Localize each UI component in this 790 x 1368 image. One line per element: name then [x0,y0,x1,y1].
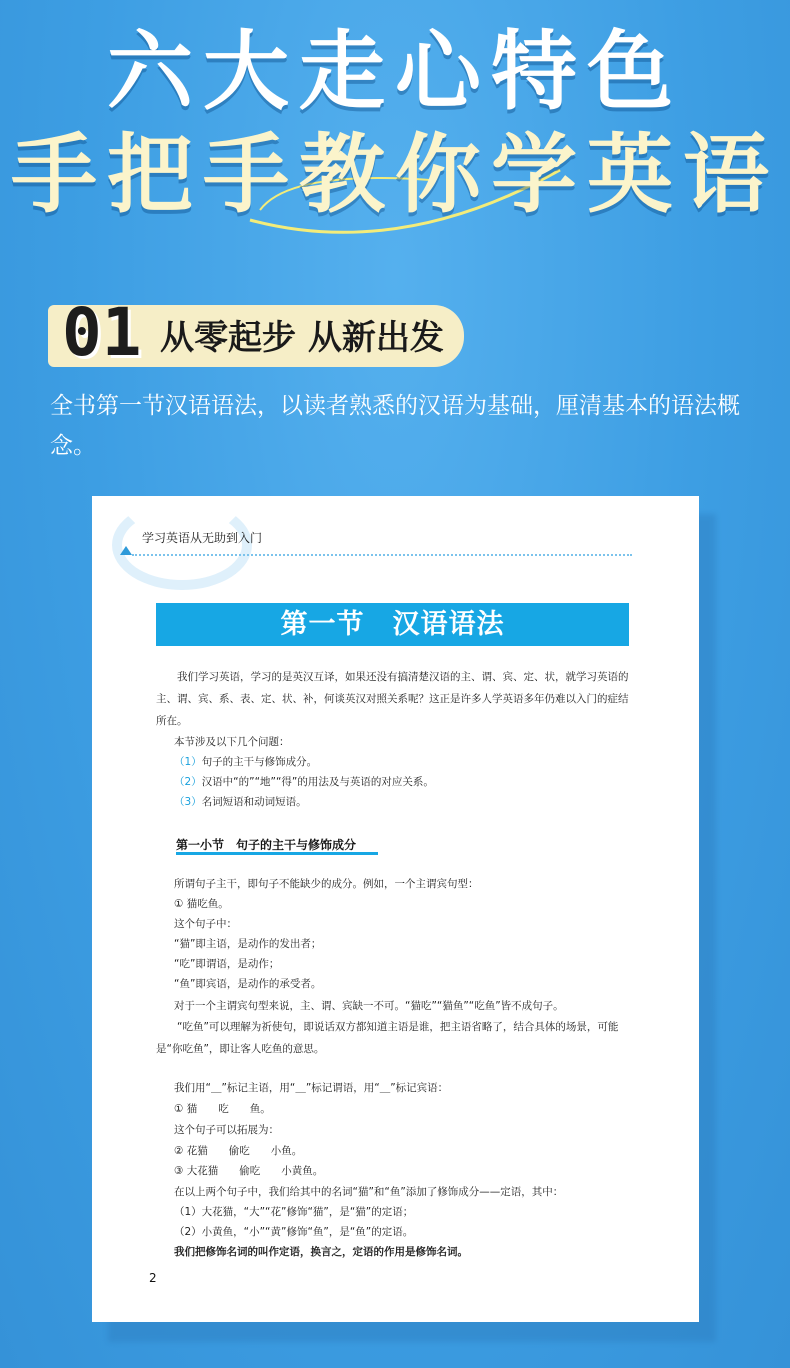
page-number: 2 [149,1271,157,1285]
topic-text: 句子的主干与修饰成分。 [201,756,318,768]
topic-number: （1） [174,756,202,768]
body-line: “猫”即主语，是动作的发出者； [174,938,322,950]
running-header: 学习英语从无助到入门 [142,531,263,545]
feature-number: 01 [62,294,142,371]
section-title: 第一节 汉语语法 [156,603,629,646]
mark-line: （2）小黄鱼，“小”“黄”修饰“鱼”，是“鱼”的定语。 [174,1226,414,1238]
mark-line: 在以上两个句子中，我们给其中的名词“猫”和“鱼”添加了修饰成分——定语，其中： [174,1186,564,1198]
headline-line-1: 六大走心特色 [107,22,683,122]
body-line: 所谓句子主干，即句子不能缺少的成分。例如，一个主谓宾句型： [174,878,479,890]
mark-line: ② 花猫 偷吃 小鱼。 [174,1145,303,1157]
mark-line: ① 猫 吃 鱼。 [174,1103,271,1115]
body-line: “吃”即谓语，是动作； [174,958,280,970]
body-line: 对于一个主谓宾句型来说，主、谓、宾缺一不可。“猫吃”“猫鱼”“吃鱼”皆不成句子。 [174,1000,564,1012]
subsection-underline [176,852,378,855]
intro-paragraph: 我们学习英语，学习的是英汉互译，如果还没有搞清楚汉语的主、谓、宾、定、状，就学习英语的主、谓、宾、系、表、定、状、补，何谈英汉对照关系呢？这正是许多人学英语多年仍难以入门的症结所在。 [156,671,629,727]
topic-number: （3） [174,796,202,808]
body-line: ① 猫吃鱼。 [174,898,229,910]
feature-description: 全书第一节汉语语法，以读者熟悉的汉语为基础，厘清基本的语法概念。 [50,393,740,459]
topic-item [174,752,317,772]
header-divider [132,554,632,556]
mark-line: 这个句子可以拓展为： [174,1124,279,1136]
book-page [92,496,699,1322]
intro-lead: 本节涉及以下几个问题： [174,736,290,748]
topic-item [174,772,434,792]
body-line: 这个句子中： [174,918,237,930]
body-line: “鱼”即宾语，是动作的承受者。 [174,978,322,990]
feature-title: 从零起步 从新出发 [160,318,444,358]
mark-line: ③ 大花猫 偷吃 小黄鱼。 [174,1165,324,1177]
triangle-icon [120,546,132,555]
topic-text: 名词短语和动词短语。 [201,796,307,808]
mark-line: （1）大花猫，“大”“花”修饰“猫”，是“猫”的定语； [174,1206,414,1218]
body-paragraph: “吃鱼”可以理解为祈使句，即说话双方都知道主语是谁，把主语省略了，结合具体的场景，可能是“你吃鱼”，即让客人吃鱼的意思。 [156,1021,619,1055]
topic-text: 汉语中“的”“地”“得”的用法及与英语的对应关系。 [201,776,434,788]
mark-line: 我们用“＿”标记主语，用“＿”标记谓语，用“＿”标记宾语： [174,1082,449,1094]
subsection-title: 第一小节 句子的主干与修饰成分 [176,838,357,852]
topic-number: （2） [174,776,202,788]
headline-line-2: 手把手教你学英语 [11,125,779,225]
topic-item [174,792,307,812]
mark-line: 我们把修饰名词的叫作定语，换言之，定语的作用是修饰名词。 [174,1246,468,1258]
